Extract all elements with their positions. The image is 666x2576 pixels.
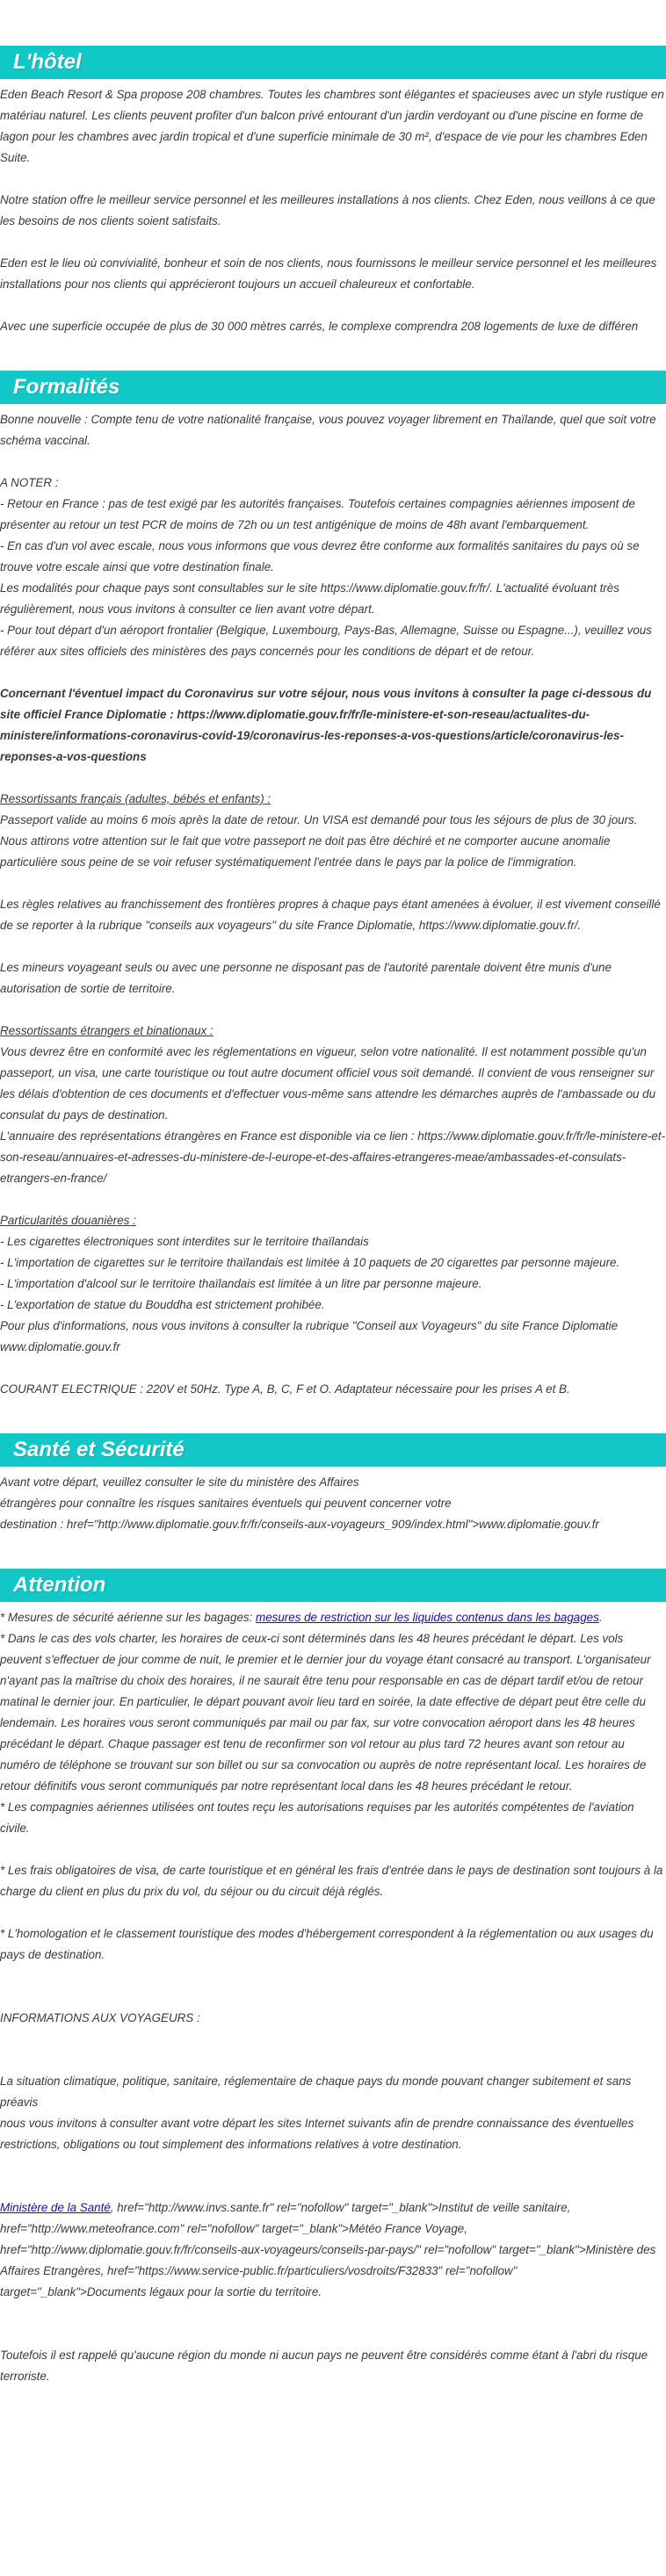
note-line: - En cas d'un vol avec escale, nous vous informons que vous devrez être conforme aux formalités sanitaires du pays où se trouve votre escale ainsi que votre destination finale.: [0, 539, 640, 574]
traveler-info-title: INFORMATIONS AUX VOYAGEURS :: [0, 2011, 200, 2024]
formalites-intro: Bonne nouvelle : Compte tenu de votre nationalité française, vous pouvez voyager librement en Thaïlande, quel que soit votre schéma vaccinal.: [0, 413, 656, 447]
french-nationals-title: Ressortissants français (adultes, bébés et enfants) :: [0, 792, 271, 805]
security-suffix: .: [598, 1611, 603, 1624]
airlines-text: * Les compagnies aériennes utilisées ont toutes reçu les autorisations requises par les autorités compétentes de l'aviation civile.: [0, 1800, 634, 1835]
hotel-section-title: L'hôtel: [0, 46, 666, 79]
sante-line: étrangères pour connaître les risques sanitaires éventuels qui peuvent concerner votre: [0, 1497, 452, 1510]
ministere-sante-link[interactable]: Ministère de la Santé: [0, 2201, 111, 2214]
homologation-text: * L'homologation et le classement touristique des modes d'hébergement correspondent à la réglementation ou aux usages du pays de destination.: [0, 1927, 654, 1961]
foreign-nationals-directory: L'annuaire des représentations étrangères en France est disponible via ce lien : https://www.diplomatie.gouv.fr/fr/le-ministere-et-son-reseau/annuaires-et-adresses-du-ministere-de-l-europe-et-des-affaires-etrangeres-meae/ambassades-et-consulats-etrangers-en-france/: [0, 1129, 666, 1185]
customs-line: - L'exportation de statue du Bouddha est strictement prohibée.: [0, 1298, 325, 1311]
hotel-paragraph-1: Eden Beach Resort & Spa propose 208 chambres. Toutes les chambres sont élégantes et spacieuses avec un style rustique en matériau naturel. Les clients peuvent profiter d'un balcon privé entourant d'un jardin verdoyant ou d'une piscine en forme de lagon pour les chambres avec jardin tropical et d'une superficie minimale de 30 m², d'espace de vie pour les chambres Eden Suite.: [0, 88, 664, 164]
minors-text: Les mineurs voyageant seuls ou avec une personne ne disposant pas de l'autorité parentale doivent être munis d'une autorisation de sortie de territoire.: [0, 961, 612, 995]
terror-risk-text: Toutefois il est rappelé qu'aucune région du monde ni aucun pays ne peuvent être considérés comme étant à l'abri du risque terroriste.: [0, 2349, 648, 2383]
climate-text: La situation climatique, politique, sanitaire, réglementaire de chaque pays du monde pouvant changer subitement et sans préavis: [0, 2075, 632, 2109]
electric-current-text: COURANT ELECTRIQUE : 220V et 50Hz. Type A, B, C, F et O. Adaptateur nécessaire pour les prises A et B.: [0, 1382, 570, 1396]
sante-line: destination : href="http://www.diplomatie.gouv.fr/fr/conseils-aux-voyageurs_909/index.html">www.diplomatie.gouv.fr: [0, 1518, 599, 1531]
useful-links: [0, 2197, 666, 2303]
note-line: - Pour tout départ d'un aéroport frontalier (Belgique, Luxembourg, Pays-Bas, Allemagne, Suisse ou Espagne...), veuillez vous référer aux sites officiels des ministères des pays concernés pour les conditions de départ et de retour.: [0, 624, 652, 658]
customs-line: - L'importation d'alcool sur le territoire thaïlandais est limitée à un litre par personne majeure.: [0, 1277, 482, 1290]
customs-title: Particularités douanières :: [0, 1214, 136, 1227]
attention-section-title: Attention: [0, 1569, 666, 1602]
covid-notice: Concernant l'éventuel impact du Coronavirus sur votre séjour, nous vous invitons à consulter la page ci-dessous du site officiel France Diplomatie : https://www.diplomatie.gouv.fr/fr/le-ministere-et-son-reseau/actualites-du-ministere/informations-coronavirus-covid-19/coronavirus-les-reponses-a-vos-questions/article/coronavirus-les-reponses-a-vos-questions: [0, 687, 652, 763]
customs-line: Pour plus d'informations, nous vous invitons à consulter la rubrique "Conseil aux Voyageurs" du site France Diplomatie www.diplomatie.gouv.fr: [0, 1319, 619, 1353]
climate-text-2: nous vous invitons à consulter avant votre départ les sites Internet suivants afin de prendre connaissance des éventuelles restrictions, obligations ou tout simplement des informations relatives à votre destination.: [0, 2117, 634, 2151]
sante-section-title: Santé et Sécurité: [0, 1433, 666, 1467]
note-line: - Retour en France : pas de test exigé par les autorités françaises. Toutefois certaines compagnies aériennes imposent de présenter au retour un test PCR de moins de 72h ou un test antigénique de moins de 48h avant l'embarquement.: [0, 497, 635, 531]
useful-links-text: , href="http://www.invs.sante.fr" rel="nofollow" target="_blank">Institut de veille sanitaire, href="http://www.meteofrance.com" rel="nofollow" target="_blank">Météo France Voyage, href="http://www.diplomatie.gouv.fr/fr/conseils-aux-voyageurs/conseils-par-pays/" rel="nofollow" target="_blank">Ministère des Affaires Etrangères, href="https://www.service-public.fr/particuliers/vosdroits/F32833" rel="nofollow" target="_blank">Documents légaux pour la sortie du territoire.: [0, 2201, 656, 2298]
charter-flights-text: * Dans le cas des vols charter, les horaires de ceux-ci sont déterminés dans les 48 heures précédant le départ. Les vols peuvent s'effectuer de jour comme de nuit, le premier et le dernier jour du voyage étant consacré au transport. L'organisateur n'ayant pas la maîtrise du choix des horaires, il ne saurait être tenu pour responsable en cas de départ tardif et/ou de retour matinal le dernier jour. En particulier, le départ pouvant avoir lieu tard en soirée, la date effective de départ peut être celle du lendemain. Les horaires vous seront communiqués par mail ou par fax, sur votre convocation aéroport dans les 48 heures précédant le départ. Chaque passager est tenu de reconfirmer son vol retour au plus tard 72 heures avant son retour au numéro de téléphone se trouvant sur son billet ou sur sa convocation ou auprès de notre représentant local. Les horaires de retour définitifs vous seront communiqués par notre représentant local dans les 48 heures précédant le retour.: [0, 1632, 651, 1793]
customs-line: - L'importation de cigarettes sur le territoire thaïlandais est limitée à 10 paquets de 20 cigarettes par personne majeure.: [0, 1256, 620, 1269]
fees-text: * Les frais obligatoires de visa, de carte touristique et en général les frais d'entrée dans le pays de destination sont toujours à la charge du client en plus du prix du vol, du séjour ou du circuit déjà réglés.: [0, 1864, 663, 1898]
note-line: Les modalités pour chaque pays sont consultables sur le site https://www.diplomatie.gouv.fr/fr/. L'actualité évoluant très régulièrement, nous vous invitons à consulter ce lien avant votre départ.: [0, 581, 619, 616]
attention-section: [0, 1569, 666, 2387]
customs-line: - Les cigarettes électroniques sont interdites sur le territoire thaïlandais: [0, 1235, 369, 1248]
hotel-paragraph-3: Eden est le lieu où convivialité, bonheur et soin de nos clients, nous fournissons le meilleur service personnel et les meilleures installations pour nos clients qui apprécieront toujours un accueil chaleureux et confortable.: [0, 256, 657, 291]
hotel-paragraph-2: Notre station offre le meilleur service personnel et les meilleures installations à nos clients. Chez Eden, nous veillons à ce que les besoins de nos clients soient satisfaits.: [0, 193, 655, 227]
note-title: A NOTER :: [0, 476, 59, 489]
foreign-nationals-text: Vous devrez être en conformité avec les réglementations en vigueur, selon votre nationalité. Il est notamment possible qu'un passeport, un visa, une carte touristique ou tout autre document officiel vous soit demandé. Il convient de vous renseigner sur les délais d'obtention de ces documents et d'effectuer vous-même sans attendre les démarches auprès de l'ambassade ou du consulat du pays de destination.: [0, 1045, 656, 1122]
security-notice: [0, 1607, 666, 1628]
foreign-nationals-title: Ressortissants étrangers et binationaux :: [0, 1024, 214, 1037]
hotel-paragraph-4: Avec une superficie occupée de plus de 30 000 mètres carrés, le complexe comprendra 208 logements de luxe de différen: [0, 320, 639, 333]
sante-section: [0, 1433, 666, 1535]
sante-line: Avant votre départ, veuillez consulter le site du ministère des Affaires: [0, 1476, 359, 1489]
french-nationals-text: Passeport valide au moins 6 mois après la date de retour. Un VISA est demandé pour tous les séjours de plus de 30 jours. Nous attirons votre attention sur le fait que votre passeport ne doit pas être déchiré et ne comporter aucune anomalie particulière sous peine de se voir refuser systématiquement l'entrée dans le pays par la police de l'immigration.: [0, 813, 638, 869]
hotel-section: [0, 46, 666, 337]
formalites-section: [0, 371, 666, 1400]
border-rules-text: Les règles relatives au franchissement des frontières propres à chaque pays étant amenées à évoluer, il est vivement conseillé de se reporter à la rubrique "conseils aux voyageurs" du site France Diplomatie, https://www.diplomatie.gouv.fr/.: [0, 898, 661, 932]
formalites-section-title: Formalités: [0, 371, 666, 404]
liquids-restriction-link[interactable]: mesures de restriction sur les liquides contenus dans les bagages: [256, 1611, 599, 1624]
security-prefix: * Mesures de sécurité aérienne sur les bagages:: [0, 1611, 257, 1624]
